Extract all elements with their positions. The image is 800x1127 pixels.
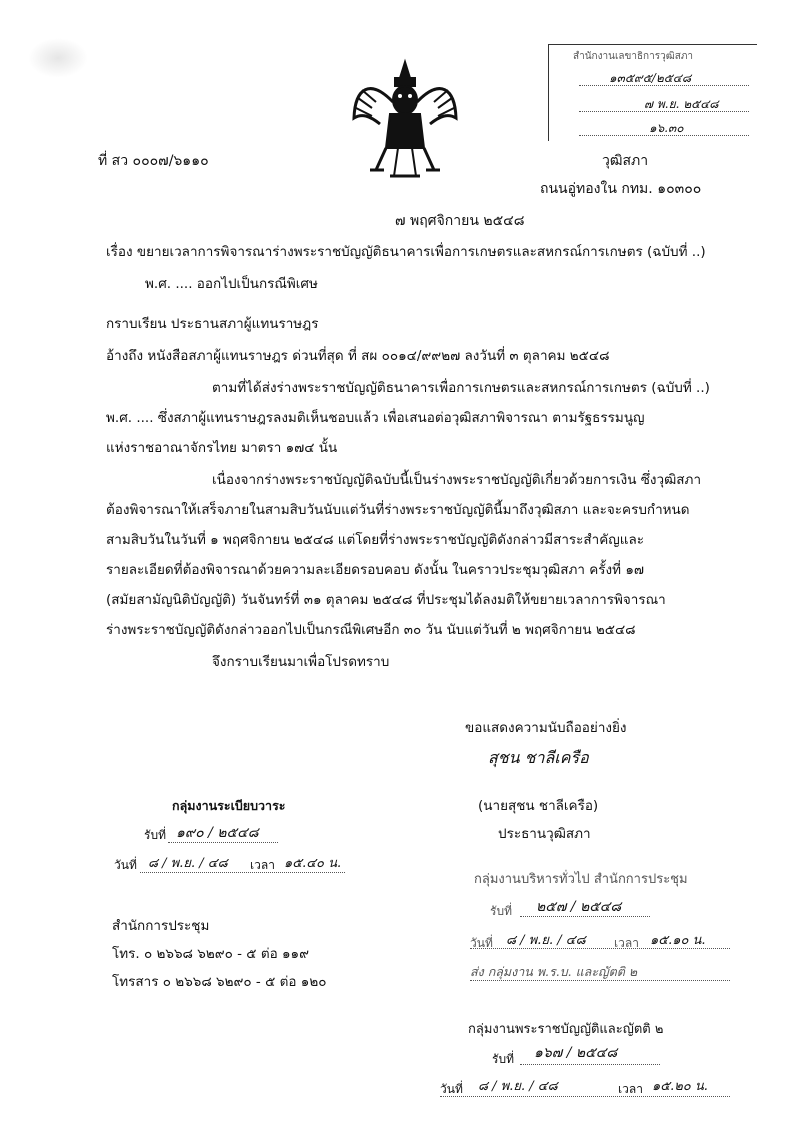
contact-fax: โทรสาร ๐ ๒๖๖๘ ๖๒๙๐ - ๕ ต่อ ๑๒๐ xyxy=(112,974,327,990)
para2-line-2: ต้องพิจารณาให้เสร็จภายในสามสิบวันนับแต่วันที่ร่างพระราชบัญญัตินี้มาถึงวุฒิสภา และจะครบกำหนด xyxy=(106,502,690,518)
bills-time-label: เวลา xyxy=(618,1082,643,1096)
subject-line-1: เรื่อง ขยายเวลาการพิจารณาร่างพระราชบัญญัติธนาคารเพื่อการเกษตรและสหกรณ์การเกษตร (ฉบับที่ ..) xyxy=(106,244,706,260)
sender-org: วุฒิสภา xyxy=(602,153,649,169)
para2-line-1: เนื่องจากร่างพระราชบัญญัติฉบับนี้เป็นร่างพระราชบัญญัติเกี่ยวด้วยการเงิน ซึ่งวุฒิสภา xyxy=(212,472,702,488)
handwritten-signature: สุชน ชาลีเครือ xyxy=(488,748,589,767)
closing-request: จึงกราบเรียนมาเพื่อโปรดทราบ xyxy=(212,654,390,670)
registry-recv-label: รับที่ xyxy=(144,828,166,842)
corner-receipt-stamp xyxy=(548,44,757,141)
admin-date-value: ๘ / พ.ย. / ๔๘ xyxy=(506,933,586,948)
signer-name: (นายสุชน ชาลีเครือ) xyxy=(478,798,599,814)
admin-stamp-label: กลุ่มงานบริหารทั่วไป สำนักการประชุม xyxy=(474,872,688,887)
reference-line: อ้างถึง หนังสือสภาผู้แทนราษฎร ด่วนที่สุด ที่ สผ ๐๐๑๔/๙๙๒๗ ลงวันที่ ๓ ตุลาคม ๒๕๔๘ xyxy=(106,348,610,364)
admin-recv-label: รับที่ xyxy=(490,904,512,918)
bills-stamp-label: กลุ่มงานพระราชบัญญัติและญัตติ ๒ xyxy=(468,1022,664,1037)
para1-line-2: พ.ศ. .... ซึ่งสภาผู้แทนราษฎรลงมติเห็นชอบแล้ว เพื่อเสนอต่อวุฒิสภาพิจารณา ตามรัฐธรรมนูญ xyxy=(106,410,645,426)
bills-recv-label: รับที่ xyxy=(492,1052,514,1066)
garuda-emblem-icon xyxy=(350,58,460,186)
para2-line-4: รายละเอียดที่ต้องพิจารณาด้วยความละเอียดรอบคอบ ดังนั้น ในคราวประชุมวุฒิสภา ครั้งที่ ๑๗ xyxy=(106,562,645,578)
para1-line-3: แห่งราชอาณาจักรไทย มาตรา ๑๗๔ นั้น xyxy=(106,440,338,456)
letter-date: ๗ พฤศจิกายน ๒๕๔๘ xyxy=(395,213,525,229)
admin-forward-note: ส่ง กลุ่มงาน พ.ร.บ. และญัตติ ๒ xyxy=(470,964,638,979)
signer-title: ประธานวุฒิสภา xyxy=(498,826,591,842)
corner-stamp-office: สำนักงานเลขาธิการวุฒิสภา xyxy=(573,51,694,62)
closing-phrase: ขอแสดงความนับถืออย่างยิ่ง xyxy=(465,720,627,736)
para2-line-3: สามสิบวันในวันที่ ๑ พฤศจิกายน ๒๕๔๘ แต่โดยที่ร่างพระราชบัญญัติดังกล่าวมีสาระสำคัญและ xyxy=(106,532,645,548)
registry-date-value: ๘ / พ.ย. / ๔๘ xyxy=(148,856,228,871)
contact-office: สำนักการประชุม xyxy=(112,918,210,934)
admin-recv-value: ๒๕๗ / ๒๕๔๘ xyxy=(536,899,622,915)
bills-time-value: ๑๕.๒๐ น. xyxy=(652,1079,708,1094)
admin-time-value: ๑๕.๑๐ น. xyxy=(650,933,706,948)
admin-time-label: เวลา xyxy=(614,936,639,950)
sender-address: ถนนอู่ทองใน กทม. ๑๐๓๐๐ xyxy=(540,181,702,197)
bills-date-label: วันที่ xyxy=(440,1082,463,1096)
bills-recv-value: ๑๖๗ / ๒๕๔๘ xyxy=(534,1045,618,1061)
corner-stamp-date: ๗ พ.ย. ๒๕๔๘ xyxy=(644,97,719,111)
registry-date-label: วันที่ xyxy=(114,858,137,872)
contact-tel: โทร. ๐ ๒๖๖๘ ๖๒๙๐ - ๕ ต่อ ๑๑๙ xyxy=(112,946,310,962)
para2-line-6: ร่างพระราชบัญญัติดังกล่าวออกไปเป็นกรณีพิเศษอีก ๓๐ วัน นับแต่วันที่ ๒ พฤศจิกายน ๒๕๔๘ xyxy=(106,622,636,638)
reference-number: ที่ สว ๐๐๐๗/๖๑๑๐ xyxy=(98,153,209,169)
registry-stamp-label: กลุ่มงานระเบียบวาระ xyxy=(172,798,286,813)
registry-recv-value: ๑๙๐ / ๒๕๔๘ xyxy=(176,825,259,841)
corner-stamp-time: ๑๖.๓๐ xyxy=(649,121,684,135)
salutation: กราบเรียน ประธานสภาผู้แทนราษฎร xyxy=(106,316,319,332)
registry-time-label: เวลา xyxy=(250,858,275,872)
para1-line-1: ตามที่ได้ส่งร่างพระราชบัญญัติธนาคารเพื่อการเกษตรและสหกรณ์การเกษตร (ฉบับที่ ..) xyxy=(212,380,710,396)
bills-date-value: ๘ / พ.ย. / ๔๘ xyxy=(478,1079,558,1094)
admin-date-label: วันที่ xyxy=(470,936,493,950)
scan-mark xyxy=(28,38,88,78)
para2-line-5: (สมัยสามัญนิติบัญญัติ) วันจันทร์ที่ ๓๑ ตุลาคม ๒๕๔๘ ที่ประชุมได้ลงมติให้ขยายเวลาการพิจารณา xyxy=(106,592,666,608)
subject-line-2: พ.ศ. .... ออกไปเป็นกรณีพิเศษ xyxy=(145,276,318,292)
corner-stamp-number: ๑๓๕๙๕/๒๕๔๘ xyxy=(609,71,692,85)
registry-time-value: ๑๕.๔๐ น. xyxy=(284,856,342,871)
